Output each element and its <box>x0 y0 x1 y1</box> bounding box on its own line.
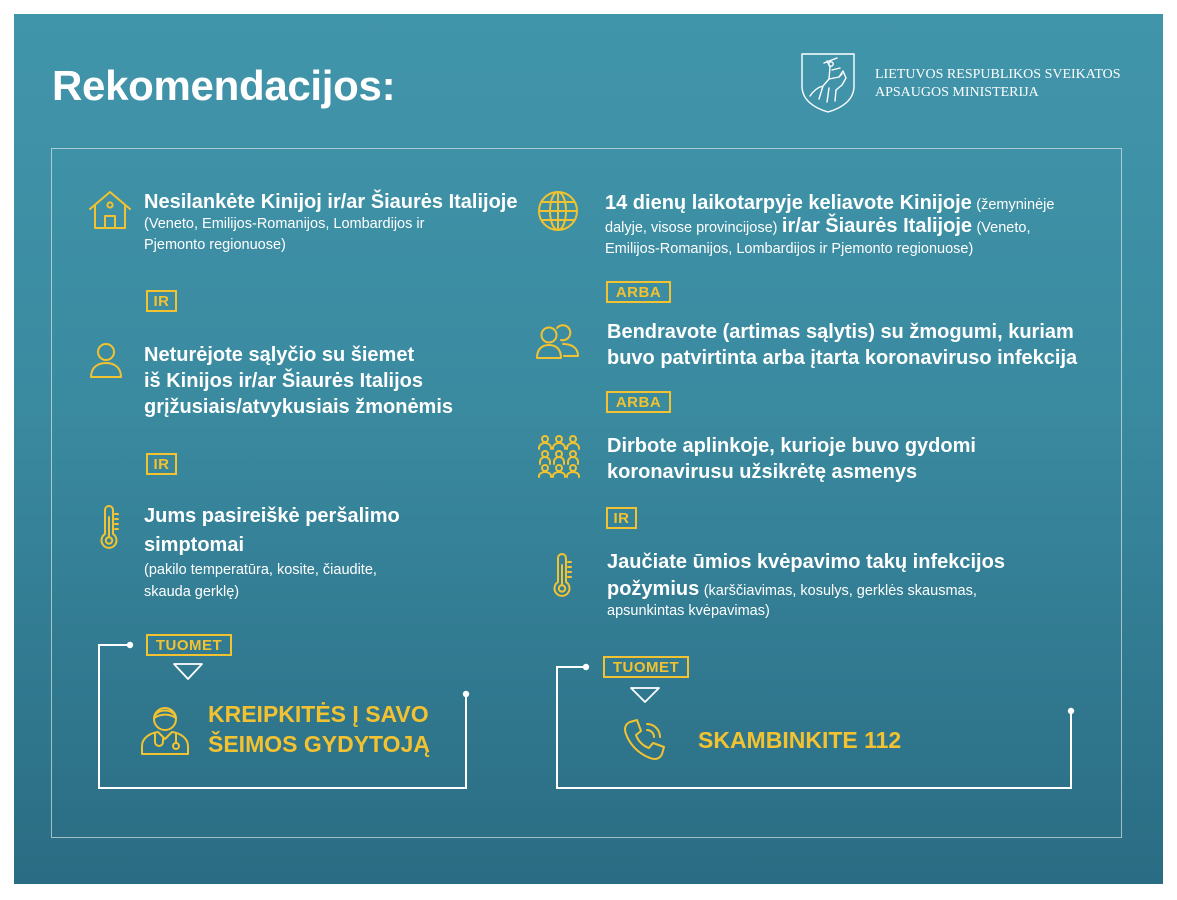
item-note: (pakilo temperatūra, kosite, čiaudite, <box>144 562 377 578</box>
connector-and: IR <box>606 507 637 529</box>
right-item-1 <box>605 190 1105 260</box>
action-call-112 <box>698 725 901 755</box>
right-item-4 <box>607 549 1087 624</box>
action-line: ŠEIMOS GYDYTOJĄ <box>208 731 430 757</box>
item-line <box>605 214 1030 240</box>
item-title-part: Jaučiate ūmios kvėpavimo takų infekcijos <box>607 551 1005 573</box>
ministry-line: APSAUGOS MINISTERIJA <box>875 85 1039 100</box>
action-see-doctor <box>208 699 430 759</box>
globe-icon <box>537 190 579 232</box>
coat-of-arms-logo <box>800 52 856 114</box>
action-line: KREIPKITĖS Į SAVO <box>208 701 429 727</box>
right-item-2 <box>607 319 1077 371</box>
person-icon <box>89 342 123 379</box>
item-title: koronavirusu užsikrėtę asmenys <box>607 461 918 483</box>
item-note-part: Emilijos-Romanijos, Lombardijos ir Pjemonto regionuose) <box>605 241 974 257</box>
item-note-part: apsunkintas kvėpavimas) <box>607 603 770 619</box>
doctor-icon <box>138 702 192 756</box>
connector-and: IR <box>146 290 177 312</box>
contacts-icon <box>535 322 581 360</box>
item-title: iš Kinijos ir/ar Šiaurės Italijos <box>144 370 423 392</box>
ministry-name <box>875 66 1121 102</box>
item-title-part: 14 dienų laikotarpyje keliavote Kinijoje <box>605 192 972 214</box>
item-note: (Veneto, Emilijos-Romanijos, Lombardijos ir <box>144 216 425 232</box>
item-title-part: ir/ar Šiaurės Italijoje <box>781 215 973 237</box>
group-icon <box>537 434 581 478</box>
item-note-part: dalyje, visose provincijose) <box>605 220 778 236</box>
item-note-part: (Veneto, <box>976 220 1031 236</box>
connector-or: ARBA <box>606 281 671 303</box>
item-line <box>607 549 1005 577</box>
item-title: Jums pasireiškė peršalimo <box>144 505 400 527</box>
connector-and: IR <box>146 453 177 475</box>
connector-or: ARBA <box>606 391 671 413</box>
item-title: simptomai <box>144 534 245 556</box>
item-note-part: (karščiavimas, kosulys, gerklės skausmas, <box>703 583 977 599</box>
left-item-1 <box>144 189 517 215</box>
item-line <box>607 600 770 622</box>
item-note: skauda gerklę) <box>144 584 240 600</box>
phone-icon <box>620 716 668 764</box>
then-label: TUOMET <box>603 656 689 678</box>
item-title: buvo patvirtinta arba įtarta koronaviruso infekcija <box>607 347 1078 369</box>
item-note-part: (žemyninėje <box>976 197 1055 213</box>
left-item-3 <box>144 502 400 560</box>
left-item-1-note <box>144 214 424 256</box>
house-icon <box>88 190 132 230</box>
item-title: grįžusiais/atvykusiais žmonėmis <box>144 396 454 418</box>
item-title: Nesilankėte Kinijoj ir/ar Šiaurės Italijoje <box>144 191 518 213</box>
item-title-part: požymius <box>607 578 700 600</box>
left-item-3-note <box>144 559 377 603</box>
left-item-2 <box>144 342 453 420</box>
page-title: Rekomendacijos: <box>52 62 396 109</box>
item-note: Pjemonto regionuose) <box>144 237 286 253</box>
thermometer-icon <box>99 504 121 550</box>
action-line: SKAMBINKITE 112 <box>698 727 902 753</box>
right-item-3 <box>607 433 976 485</box>
thermometer-icon <box>552 552 574 598</box>
then-label: TUOMET <box>146 634 232 656</box>
item-line <box>605 238 973 260</box>
item-title: Bendravote (artimas sąlytis) su žmogumi, kuriam <box>607 321 1074 343</box>
item-title: Dirbote aplinkoje, kurioje buvo gydomi <box>607 435 976 457</box>
item-title: Neturėjote sąlyčio su šiemet <box>144 344 415 366</box>
ministry-line: LIETUVOS RESPUBLIKOS SVEIKATOS <box>875 67 1121 82</box>
